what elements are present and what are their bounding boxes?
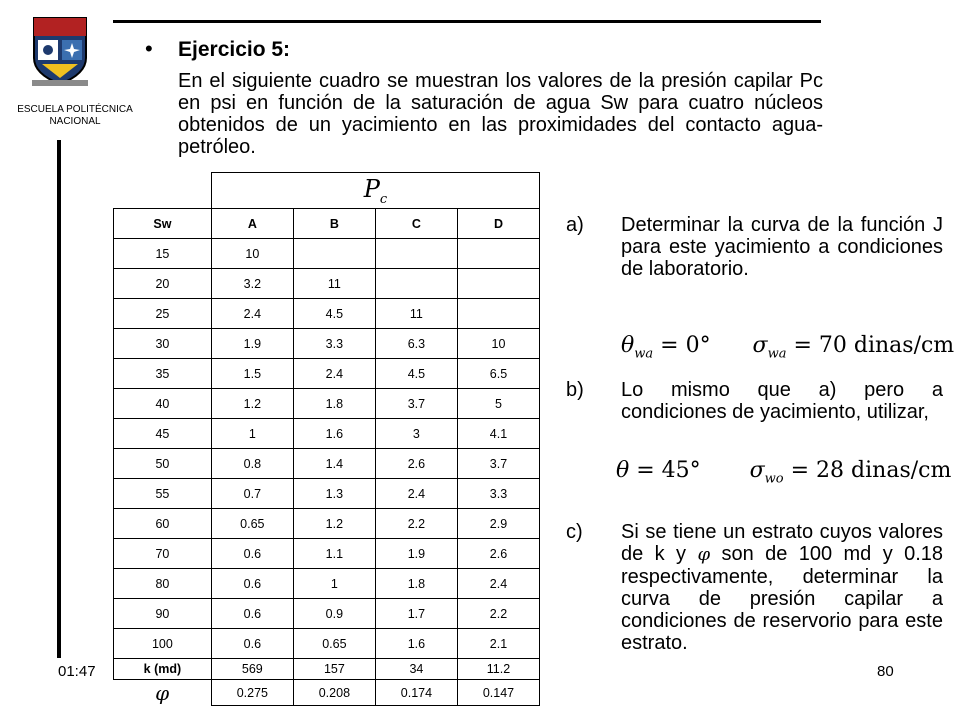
table-row (114, 479, 540, 509)
question-c (566, 521, 946, 654)
pc-cell: 3.3 (293, 329, 375, 359)
pc-cell: 1 (211, 419, 293, 449)
pc-cell: 0.6 (211, 539, 293, 569)
permeability-cell: 11.2 (457, 659, 539, 680)
table-row (114, 269, 540, 299)
porosity-cell: 0.147 (457, 680, 539, 706)
school-logo (28, 14, 92, 88)
pc-cell (293, 239, 375, 269)
pc-cell: 6.3 (375, 329, 457, 359)
pc-cell: 10 (211, 239, 293, 269)
table-row (114, 359, 540, 389)
porosity-cell: 0.174 (375, 680, 457, 706)
pc-cell: 1.9 (375, 539, 457, 569)
column-header: B (293, 209, 375, 239)
intro-paragraph: En el siguiente cuadro se muestran los valores de la presión capilar Pc en psi en función de la saturación de agua Sw para cuatro núcleos obtenidos de un yacimiento en las proximidades del contacto agua-petróleo. (178, 70, 823, 158)
sw-cell: 30 (114, 329, 212, 359)
table-pc-header-row (114, 173, 540, 209)
sw-cell: 80 (114, 569, 212, 599)
table-row (114, 449, 540, 479)
pc-cell: 0.7 (211, 479, 293, 509)
pc-cell: 1.6 (375, 629, 457, 659)
pc-cell: 0.6 (211, 569, 293, 599)
sw-cell: 55 (114, 479, 212, 509)
table-row (114, 419, 540, 449)
pc-cell: 2.4 (457, 569, 539, 599)
pc-cell: 10 (457, 329, 539, 359)
pc-cell (375, 269, 457, 299)
question-a-text: Determinar la curva de la función J para este yacimiento a condiciones de laboratorio. (621, 214, 943, 280)
pc-cell: 4.5 (293, 299, 375, 329)
exercise-title: Ejercicio 5: (178, 38, 291, 61)
pc-cell: 2.9 (457, 509, 539, 539)
formula-a: $\theta_{wa} = 0^\circ$ $\sigma_{wa} = 70$ dinas/cm (621, 333, 955, 362)
sw-cell: 20 (114, 269, 212, 299)
column-header: D (457, 209, 539, 239)
pc-cell: 6.5 (457, 359, 539, 389)
phi-inline-symbol: φ (697, 544, 711, 565)
table-row (114, 569, 540, 599)
pc-symbol: $P_c$ (363, 174, 388, 207)
question-c-marker: c) (566, 521, 583, 543)
sw-cell: 35 (114, 359, 212, 389)
pc-cell: 1.8 (293, 389, 375, 419)
pc-cell: 1 (293, 569, 375, 599)
table-row (114, 239, 540, 269)
pc-cell: 0.65 (211, 509, 293, 539)
question-c-text: Si se tiene un estrato cuyos valores de k y φ son de 100 md y 0.18 respectivamente, determinar la curva de presión capilar a condiciones de reservorio para este estrato. (621, 521, 944, 654)
pc-cell (375, 239, 457, 269)
question-a-marker: a) (566, 214, 584, 236)
sw-cell: 60 (114, 509, 212, 539)
pc-cell: 2.6 (375, 449, 457, 479)
pc-cell: 2.4 (375, 479, 457, 509)
pc-cell: 2.4 (211, 299, 293, 329)
column-header: A (211, 209, 293, 239)
page-number: 80 (877, 663, 894, 680)
pc-cell: 2.4 (293, 359, 375, 389)
pc-cell: 1.8 (375, 569, 457, 599)
question-b-text: Lo mismo que a) pero a condiciones de yacimiento, utilizar, (621, 379, 943, 423)
sw-cell: 100 (114, 629, 212, 659)
table-permeability-row (114, 659, 540, 680)
permeability-label: k (md) (114, 659, 212, 680)
pc-cell: 2.1 (457, 629, 539, 659)
vertical-divider (57, 140, 61, 658)
pc-cell: 11 (375, 299, 457, 329)
pc-cell: 4.5 (375, 359, 457, 389)
table-row (114, 389, 540, 419)
pc-header-cell (211, 173, 539, 209)
table-header-row (114, 209, 540, 239)
pc-cell: 1.3 (293, 479, 375, 509)
table-row (114, 299, 540, 329)
slide-time: 01:47 (58, 663, 96, 680)
permeability-cell: 34 (375, 659, 457, 680)
pc-cell: 0.8 (211, 449, 293, 479)
pc-cell: 1.2 (293, 509, 375, 539)
pc-cell (457, 239, 539, 269)
table-corner-empty (114, 173, 212, 209)
pc-cell (457, 299, 539, 329)
pc-cell: 2.2 (457, 599, 539, 629)
porosity-cell: 0.275 (211, 680, 293, 706)
sw-cell: 15 (114, 239, 212, 269)
question-b-marker: b) (566, 379, 584, 401)
table-row (114, 509, 540, 539)
pc-cell: 3 (375, 419, 457, 449)
pc-cell: 0.65 (293, 629, 375, 659)
pc-cell: 2.2 (375, 509, 457, 539)
sw-cell: 70 (114, 539, 212, 569)
question-b (566, 379, 946, 423)
pc-cell: 1.1 (293, 539, 375, 569)
permeability-cell: 569 (211, 659, 293, 680)
sw-cell: 45 (114, 419, 212, 449)
pc-cell: 1.7 (375, 599, 457, 629)
permeability-cell: 157 (293, 659, 375, 680)
pc-cell: 1.4 (293, 449, 375, 479)
pc-cell: 0.9 (293, 599, 375, 629)
pc-cell: 3.7 (375, 389, 457, 419)
sw-cell: 40 (114, 389, 212, 419)
pc-cell: 2.6 (457, 539, 539, 569)
formula-b: θ = 45° $\sigma_{wo} = 28$ dinas/cm (616, 458, 952, 487)
pc-cell: 3.7 (457, 449, 539, 479)
table-porosity-row (114, 680, 540, 706)
pc-cell: 3.2 (211, 269, 293, 299)
bullet: • (145, 36, 153, 61)
capillary-pressure-table (113, 172, 540, 706)
sw-cell: 90 (114, 599, 212, 629)
school-name: ESCUELA POLITÉCNICA NACIONAL (17, 104, 133, 127)
table-row (114, 599, 540, 629)
column-header: C (375, 209, 457, 239)
table-row (114, 329, 540, 359)
question-a (566, 214, 946, 280)
sw-cell: 50 (114, 449, 212, 479)
table-row (114, 629, 540, 659)
table-body (114, 239, 540, 659)
pc-cell: 1.6 (293, 419, 375, 449)
pc-cell: 0.6 (211, 599, 293, 629)
porosity-symbol-cell (114, 680, 212, 706)
porosity-cell: 0.208 (293, 680, 375, 706)
phi-symbol: φ (155, 680, 170, 705)
pc-cell: 1.9 (211, 329, 293, 359)
pc-cell: 1.2 (211, 389, 293, 419)
horizontal-divider (113, 20, 821, 23)
pc-cell: 4.1 (457, 419, 539, 449)
pc-cell (457, 269, 539, 299)
pc-cell: 5 (457, 389, 539, 419)
pc-cell: 1.5 (211, 359, 293, 389)
pc-cell: 11 (293, 269, 375, 299)
pc-cell: 3.3 (457, 479, 539, 509)
column-header: Sw (114, 209, 212, 239)
pc-cell: 0.6 (211, 629, 293, 659)
sw-cell: 25 (114, 299, 212, 329)
table-row (114, 539, 540, 569)
